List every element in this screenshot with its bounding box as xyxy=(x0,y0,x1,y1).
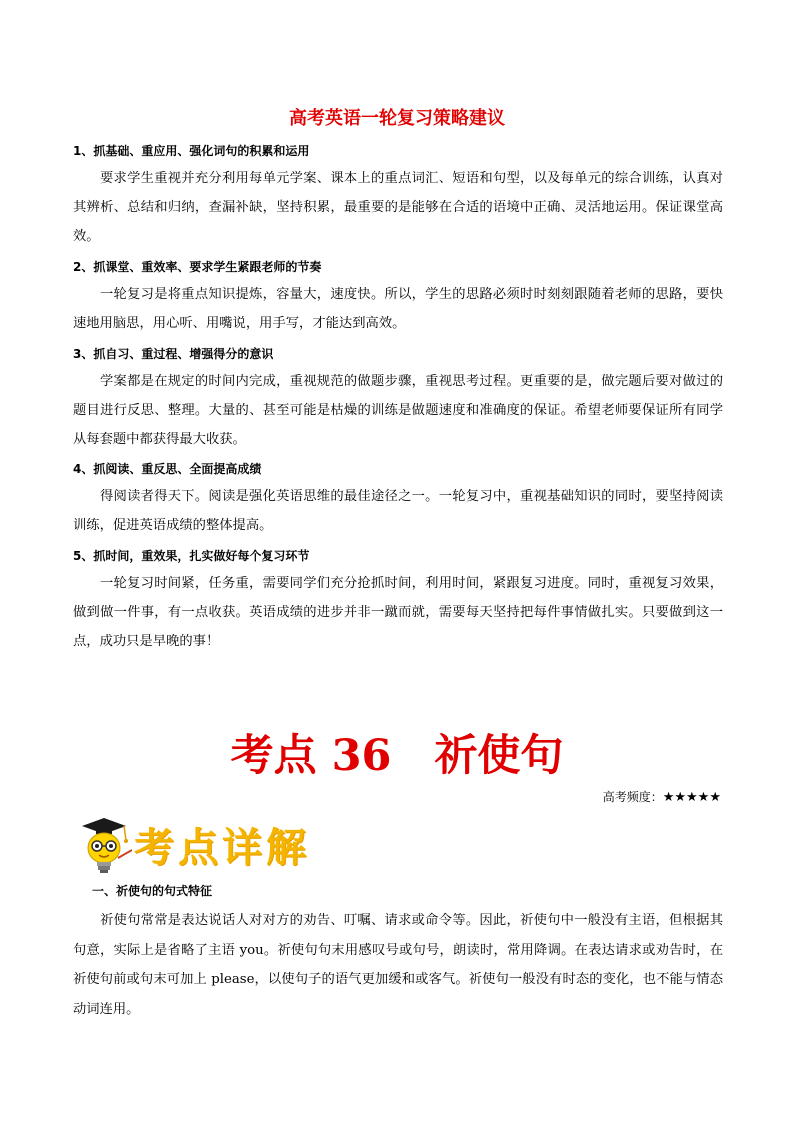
subsection-heading: 一、祈使句的句式特征 xyxy=(92,884,213,898)
strategy-title: 高考英语一轮复习策略建议 xyxy=(289,108,505,129)
section-heading: 1、抓基础、重应用、强化词句的积累和运用 xyxy=(73,144,310,158)
section-body: 一轮复习是将重点知识提炼，容量大，速度快。所以，学生的思路必须时时刻刻跟随着老师的思路，要快速地用脑思，用心听、用嘴说，用手写，才能达到高效。 xyxy=(73,287,723,331)
strategy-section-4 xyxy=(73,460,723,540)
section-heading: 5、抓时间，重效果，扎实做好每个复习环节 xyxy=(73,549,310,563)
section-banner xyxy=(74,812,334,882)
section-body: 一轮复习时间紧，任务重，需要同学们充分抢抓时间，利用时间，紧跟复习进度。同时，重视复习效果，做到做一件事，有一点收获。英语成绩的进步并非一蹴而就，需要每天坚持把每件事情做扎实。只要做到这一点，成功只是早晚的事！ xyxy=(73,576,723,649)
strategy-section-1 xyxy=(73,142,723,251)
section-body: 得阅读者得天下。阅读是强化英语思维的最佳途径之一。一轮复习中，重视基础知识的同时，要坚持阅读训练，促进英语成绩的整体提高。 xyxy=(73,489,723,533)
star-rating-icon: ★★★★★ xyxy=(662,790,721,805)
banner-title: 考点详解 xyxy=(134,824,310,871)
graduate-lightbulb-icon xyxy=(74,814,132,880)
section-body: 要求学生重视并充分利用每单元学案、课本上的重点词汇、短语和句型，以及每单元的综合训练，认真对其辨析、总结和归纳，查漏补缺，坚持积累，最重要的是能够在合适的语境中正确、灵活地运用。保证课堂高效。 xyxy=(73,171,723,244)
section-body: 学案都是在规定的时间内完成，重视规范的做题步骤，重视思考过程。更重要的是，做完题后要对做过的题目进行反思、整理。大量的、甚至可能是枯燥的训练是做题速度和准确度的保证。希望老师要保证所有同学从每套题中都获得最大收获。 xyxy=(73,374,723,447)
strategy-section-2 xyxy=(73,258,723,338)
section-heading: 2、抓课堂、重效率、要求学生紧跟老师的节奏 xyxy=(73,260,322,274)
strategy-section-5 xyxy=(73,547,723,656)
subsection-body: 祈使句常常是表达说话人对对方的劝告、叮嘱、请求或命令等。因此，祈使句中一般没有主语，但根据其句意，实际上是省略了主语 you。祈使句句末用感叹号或句号，朗读时，常用降调。在表达请求或劝告时，在祈使句前或句末可加上 please，以使句子的语气更加缓和或客气。祈使句一般没有时态的变化，也不能与情态动词连用。 xyxy=(73,913,723,1017)
frequency-rating xyxy=(603,788,721,805)
strategy-section-3 xyxy=(73,345,723,454)
section-heading: 3、抓自习、重过程、增强得分的意识 xyxy=(73,347,274,361)
section-heading: 4、抓阅读、重反思、全面提高成绩 xyxy=(73,462,262,476)
subsection xyxy=(92,882,722,900)
frequency-label: 高考频度： xyxy=(602,790,663,804)
topic-title: 考点 36 祈使句 xyxy=(230,731,564,781)
